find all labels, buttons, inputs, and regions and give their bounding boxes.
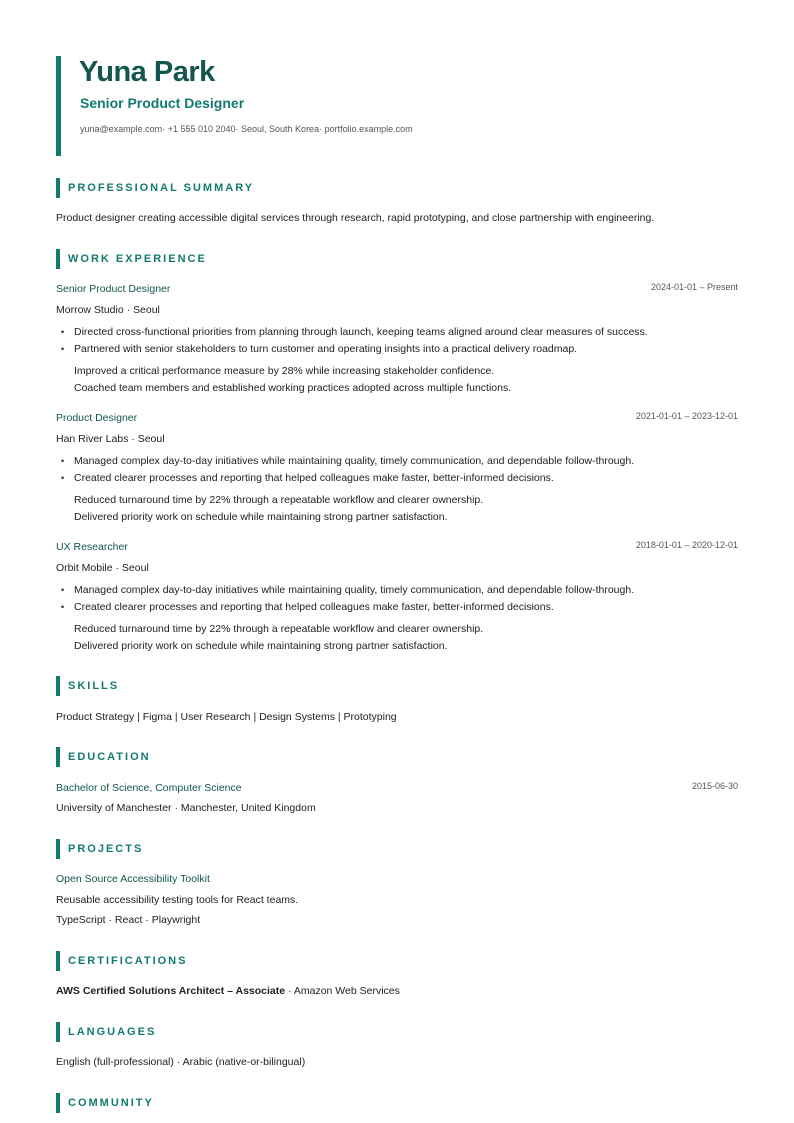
section-skills-heading [56, 676, 738, 696]
section-certifications-heading [56, 951, 738, 971]
section-title: COMMUNITY [68, 1097, 154, 1109]
section-title: PROFESSIONAL SUMMARY [68, 182, 255, 194]
languages-list: English (full-professional) · Arabic (native-or-bilingual) [56, 1056, 306, 1068]
summary-text: Product designer creating accessible digital services through research, rapid prototyping, and close partnership with engineering. [56, 212, 655, 224]
skills-list: Product Strategy | Figma | User Research | Design Systems | Prototyping [56, 711, 397, 723]
section-accent-bar [56, 951, 60, 971]
job-bullet: • Managed complex day-to-day initiatives while maintaining quality, timely communication, and dependable follow-through. [74, 455, 634, 468]
certification-name: AWS Certified Solutions Architect – Associate [56, 985, 286, 997]
header-accent-bar [56, 56, 61, 156]
certification-entry: AWS Certified Solutions Architect – Associate · Amazon Web Services [56, 985, 400, 997]
section-accent-bar [56, 178, 60, 198]
section-title: SKILLS [68, 680, 120, 692]
section-accent-bar [56, 1093, 60, 1113]
job-note: Reduced turnaround time by 22% through a repeatable workflow and clearer ownership. [74, 623, 484, 635]
section-education-heading [56, 747, 738, 767]
contact-location: Seoul, South Korea [241, 124, 320, 134]
section-languages-heading [56, 1022, 738, 1042]
job-title: UX Researcher [56, 541, 128, 553]
education-date: 2015-06-30 [691, 781, 738, 791]
section-title: CERTIFICATIONS [68, 955, 188, 967]
resume-header [56, 56, 738, 156]
job-title: Product Designer [56, 412, 138, 424]
section-accent-bar [56, 249, 60, 269]
contact-website: portfolio.example.com [324, 124, 413, 134]
education-degree: Bachelor of Science, Computer Science [56, 782, 242, 794]
section-projects-heading [56, 839, 738, 859]
job-dates: 2024-01-01 – Present [650, 282, 738, 292]
job-note: Delivered priority work on schedule while maintaining strong partner satisfaction. [74, 640, 448, 652]
job-bullet: • Created clearer processes and reporting that helped colleagues make faster, better-informed decisions. [74, 472, 554, 485]
job-bullet: • Managed complex day-to-day initiatives while maintaining quality, timely communication, and dependable follow-through. [74, 584, 634, 597]
certification-issuer: Amazon Web Services [293, 985, 400, 997]
job-bullet: • Created clearer processes and reporting that helped colleagues make faster, better-informed decisions. [74, 601, 554, 614]
job-dates: 2021-01-01 – 2023-12-01 [635, 411, 738, 421]
job-note: Coached team members and established working practices adopted across multiple functions. [74, 382, 512, 394]
job-bullet: • Directed cross-functional priorities from planning through launch, keeping teams aligned around clear measures of success. [74, 326, 648, 339]
candidate-name: Yuna Park [79, 56, 215, 88]
job-note: Delivered priority work on schedule while maintaining strong partner satisfaction. [74, 511, 448, 523]
contact-line: yuna@example.com· +1 555 010 2040· Seoul, South Korea· portfolio.example.com [80, 124, 413, 134]
project-description: Reusable accessibility testing tools for React teams. [56, 894, 299, 906]
section-accent-bar [56, 676, 60, 696]
education-school: University of Manchester · Manchester, United Kingdom [56, 802, 316, 814]
project-tech: TypeScript · React · Playwright [56, 914, 201, 926]
section-experience-heading [56, 249, 738, 269]
job-bullet: • Partnered with senior stakeholders to turn customer and operating insights into a practical delivery roadmap. [74, 343, 577, 356]
section-title: EDUCATION [68, 751, 151, 763]
contact-phone: +1 555 010 2040 [167, 124, 236, 134]
candidate-role: Senior Product Designer [80, 95, 245, 111]
section-title: WORK EXPERIENCE [68, 253, 207, 265]
job-title: Senior Product Designer [56, 283, 171, 295]
job-company: Morrow Studio · Seoul [56, 304, 160, 316]
project-name: Open Source Accessibility Toolkit [56, 873, 210, 885]
job-company: Orbit Mobile · Seoul [56, 562, 149, 574]
section-accent-bar [56, 839, 60, 859]
job-note: Improved a critical performance measure by 28% while increasing stakeholder confidence. [74, 365, 495, 377]
section-community-heading [56, 1093, 738, 1113]
section-title: PROJECTS [68, 843, 144, 855]
section-accent-bar [56, 1022, 60, 1042]
section-accent-bar [56, 747, 60, 767]
job-dates: 2018-01-01 – 2020-12-01 [635, 540, 738, 550]
section-summary-heading [56, 178, 738, 198]
job-company: Han River Labs · Seoul [56, 433, 165, 445]
contact-email: yuna@example.com [80, 124, 163, 134]
section-title: LANGUAGES [68, 1026, 157, 1038]
job-note: Reduced turnaround time by 22% through a repeatable workflow and clearer ownership. [74, 494, 484, 506]
